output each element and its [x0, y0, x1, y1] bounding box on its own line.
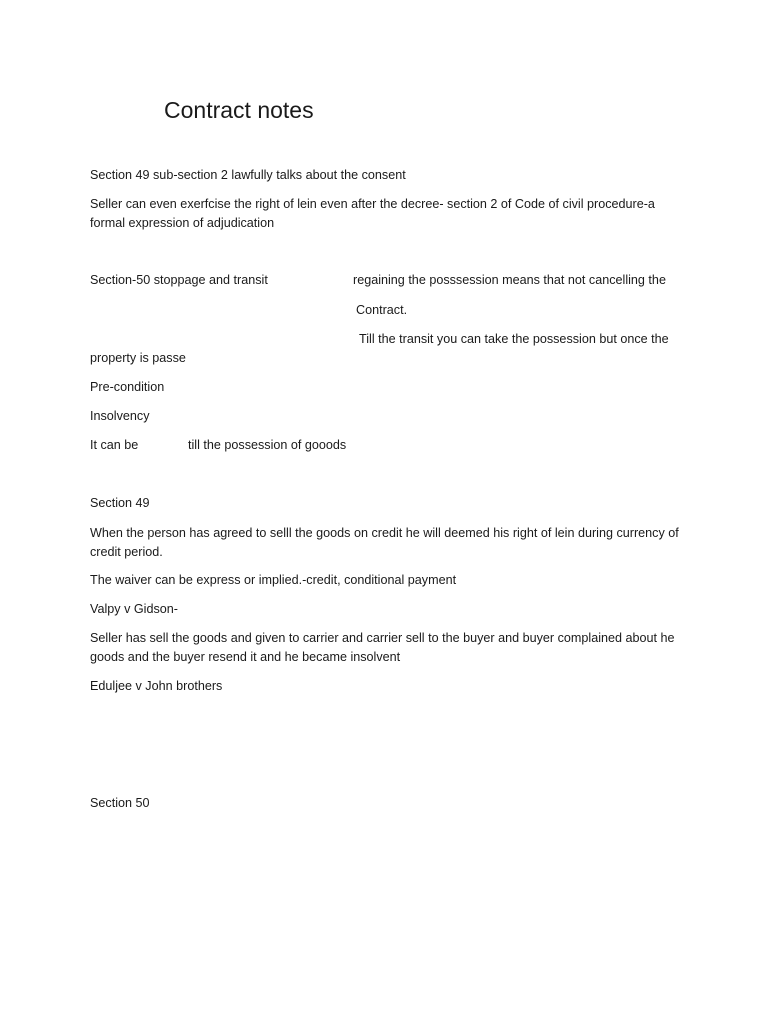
page-title: Contract notes	[164, 97, 314, 123]
note-line: regaining the posssession means that not cancelling the	[353, 273, 666, 287]
note-paragraph: When the person has agreed to selll the goods on credit he will deemed his right of lein during currency of credit period.	[90, 526, 679, 559]
note-line: The waiver can be express or implied.-credit, conditional payment	[90, 573, 457, 587]
note-paragraph: Seller can even exerfcise the right of lein even after the decree- section 2 of Code of civil procedure-a formal expression of adjudication	[90, 197, 655, 230]
note-line-heading: Section 50	[90, 796, 150, 810]
note-line: Section 49 sub-section 2 lawfully talks about the consent	[90, 168, 406, 182]
note-line: Till the transit you can take the possession but once the	[359, 332, 669, 346]
note-line: property is passe	[90, 351, 186, 365]
note-line: till the possession of gooods	[188, 438, 347, 452]
note-line-heading: Section-50 stoppage and transit	[90, 273, 268, 287]
note-line: It can be	[90, 438, 139, 452]
note-line: Contract.	[356, 303, 408, 317]
case-name: Eduljee v John brothers	[90, 679, 223, 693]
case-name: Valpy v Gidson-	[90, 602, 178, 616]
note-paragraph: Seller has sell the goods and given to carrier and carrier sell to the buyer and buyer complained about he goods and the buyer resend it and he became insolvent	[90, 631, 675, 664]
note-line: Pre-condition	[90, 380, 165, 394]
note-line: Insolvency	[90, 409, 150, 423]
note-line-heading: Section 49	[90, 496, 150, 510]
